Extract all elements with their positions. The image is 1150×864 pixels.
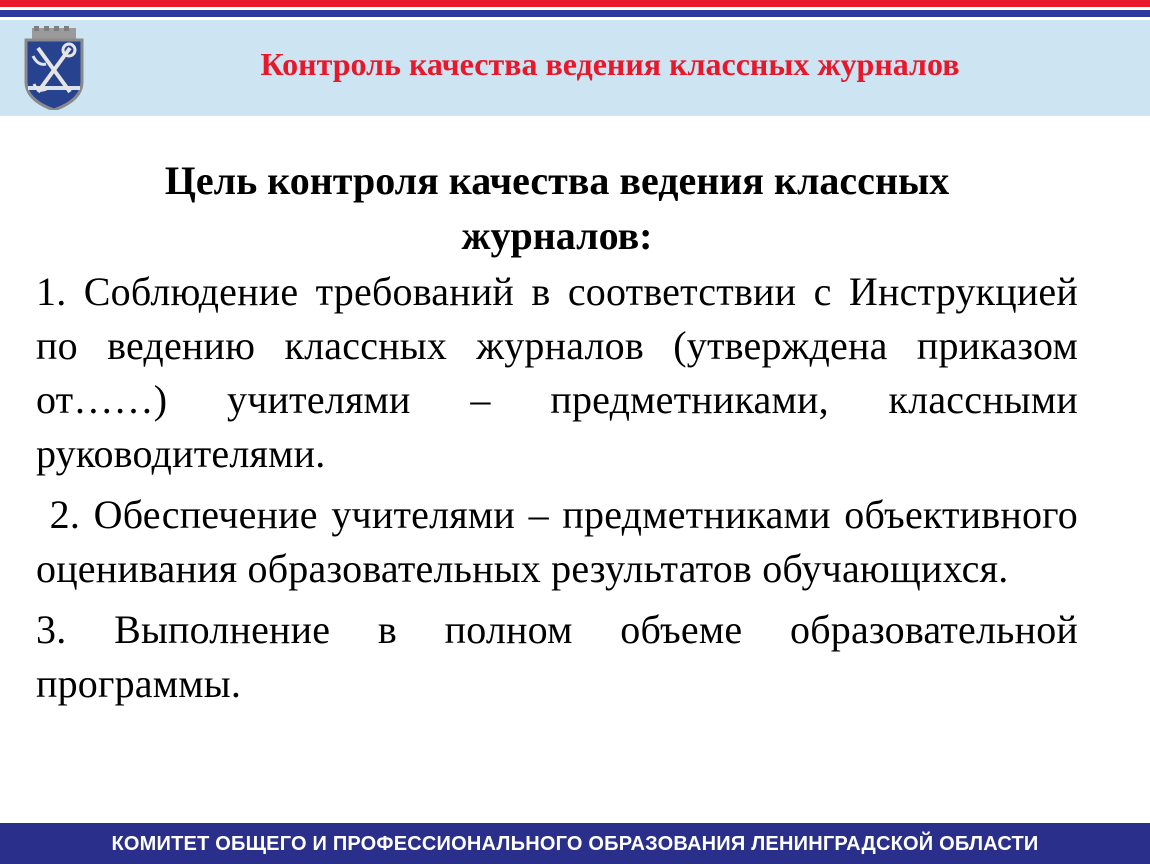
list-item	[36, 603, 1078, 711]
slide-header	[0, 20, 1150, 116]
item-text: Обеспечение учителями – предметниками объективного оценивания образовательных результатов обучающихся.	[36, 492, 1078, 591]
stripe-red	[0, 0, 1150, 7]
top-stripes	[0, 0, 1150, 21]
slide-body	[36, 153, 1078, 718]
footer-divider	[0, 818, 1150, 823]
item-text: Выполнение в полном объеме образовательной программы.	[36, 607, 1078, 706]
item-number: 2.	[36, 492, 81, 537]
item-number: 1.	[36, 269, 67, 314]
stripe-blue	[0, 10, 1150, 17]
list-item	[36, 488, 1078, 596]
list-item	[36, 265, 1078, 481]
page-title: Контроль качества ведения классных журналов	[260, 46, 960, 82]
coat-of-arms-icon	[22, 26, 86, 110]
slide-heading: Цель контроля качества ведения классных журналов:	[164, 158, 950, 258]
footer-text: КОМИТЕТ ОБЩЕГО И ПРОФЕССИОНАЛЬНОГО ОБРАЗОВАНИЯ ЛЕНИНГРАДСКОЙ ОБЛАСТИ	[111, 833, 1039, 855]
item-number: 3.	[36, 607, 67, 652]
slide-footer	[0, 818, 1150, 864]
item-text: Соблюдение требований в соответствии с Инструкцией по ведению классных журналов (утверждена приказом от……) учителями – предметниками, классными руководителями.	[36, 269, 1078, 476]
